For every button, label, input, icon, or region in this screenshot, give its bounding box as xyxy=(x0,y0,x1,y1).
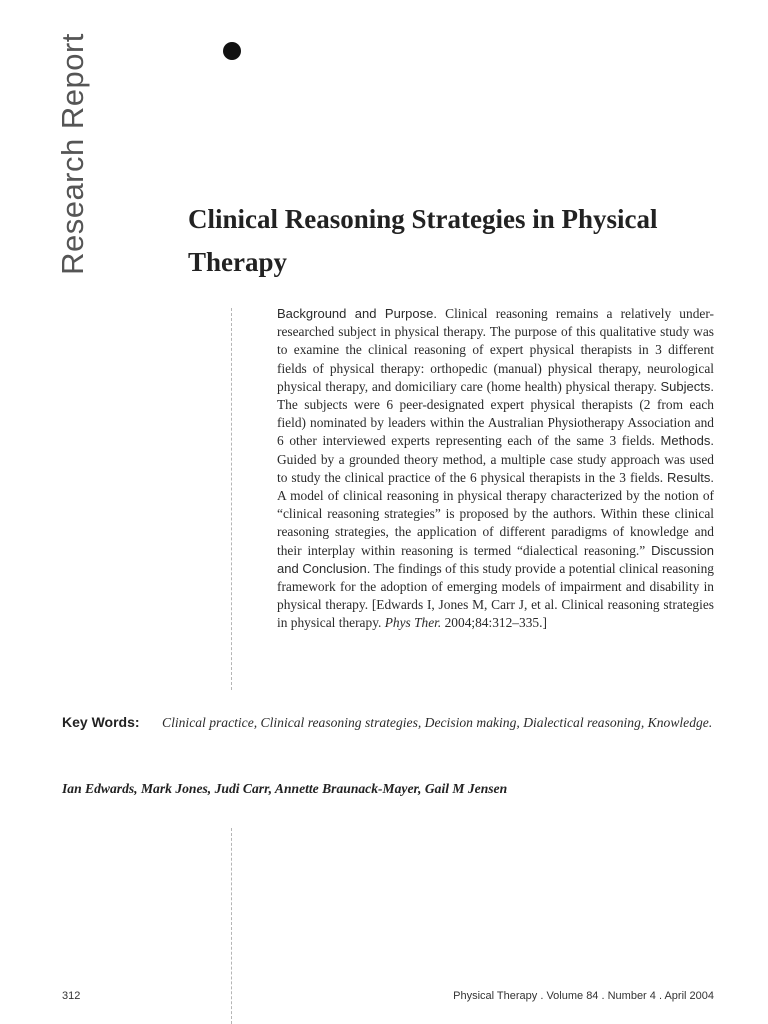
vertical-divider-bottom xyxy=(231,828,232,1024)
bullet-dot-icon xyxy=(223,42,241,60)
journal-abbreviation: Phys Ther. xyxy=(384,615,442,631)
article-title: Clinical Reasoning Strategies in Physical Therapy xyxy=(188,204,658,277)
abstract-text-background: Clinical reasoning remains a relatively under-researched subject in physical therapy. The purpose of this qualitative study was to examine the clinical reasoning of expert physical therapists in 3 different fields of physical therapy: orthopedic (manual) physical therapy, neurological physical therapy, and domiciliary care (home health) physical therapy. xyxy=(277,306,714,394)
keywords-label: Key Words: xyxy=(62,714,140,730)
abstract-text-discussion: The findings of this study provide a potential clinical reasoning framework for the adoption of emerging models of impairment and disability in physical therapy. [Edwards I, Jones M, Carr J, et al. Clinical reasoning strategies in physical therapy. xyxy=(277,560,714,631)
abstract-heading-background: Background and Purpose. xyxy=(277,306,437,321)
abstract-heading-subjects: Subjects. xyxy=(660,378,714,394)
keywords-text: Clinical practice, Clinical reasoning strategies, Decision making, Dialectical reasoning, Knowledge. xyxy=(162,715,713,730)
abstract xyxy=(277,305,714,633)
page-number: 312 xyxy=(62,990,81,1002)
vertical-divider-top xyxy=(231,308,232,690)
author-list: Ian Edwards, Mark Jones, Judi Carr, Annette Braunack-Mayer, Gail M Jensen xyxy=(62,781,508,796)
abstract-text-methods: Guided by a grounded theory method, a multiple case study approach was used to study the clinical practice of the 6 physical therapists in the 3 fields. xyxy=(277,451,714,485)
abstract-heading-results: Results. xyxy=(667,469,714,485)
section-label xyxy=(50,33,96,275)
abstract-heading-methods: Methods. xyxy=(660,433,714,449)
keywords xyxy=(62,709,714,736)
section-label-text: Research Report xyxy=(55,33,90,275)
abstract-heading-discussion: Discussion and Conclusion. xyxy=(277,542,714,576)
journal-footer: Physical Therapy . Volume 84 . Number 4 . April 2004 xyxy=(453,990,714,1002)
abstract-text-subjects: The subjects were 6 peer-designated expert physical therapists (2 from each field) nominated by leaders within the Australian Physiotherapy Association and 6 other interviewed experts representing each of the same 3 fields. xyxy=(277,397,714,449)
citation-end: 2004;84:312–335.] xyxy=(441,615,547,631)
abstract-text-results: A model of clinical reasoning in physical therapy characterized by the notion of “clinical reasoning strategies” is proposed by the authors. Within these clinical reasoning strategies, the application of different paradigms of knowledge and their interplay within reasoning is termed “dialectical reasoning.” xyxy=(277,488,714,558)
